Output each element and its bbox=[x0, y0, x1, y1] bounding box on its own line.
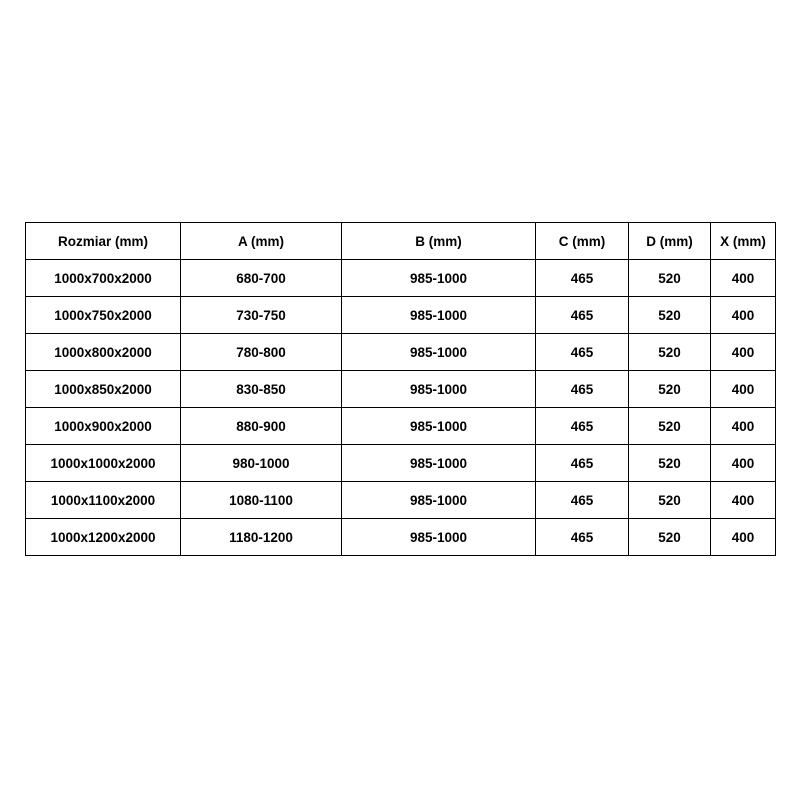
cell-d: 520 bbox=[629, 334, 711, 371]
cell-c: 465 bbox=[536, 297, 629, 334]
cell-x: 400 bbox=[711, 260, 776, 297]
cell-rozmiar: 1000x1000x2000 bbox=[26, 445, 181, 482]
cell-b: 985-1000 bbox=[342, 519, 536, 556]
cell-b: 985-1000 bbox=[342, 371, 536, 408]
cell-c: 465 bbox=[536, 260, 629, 297]
cell-x: 400 bbox=[711, 334, 776, 371]
cell-d: 520 bbox=[629, 297, 711, 334]
cell-d: 520 bbox=[629, 371, 711, 408]
cell-a: 680-700 bbox=[181, 260, 342, 297]
cell-x: 400 bbox=[711, 519, 776, 556]
cell-x: 400 bbox=[711, 482, 776, 519]
cell-x: 400 bbox=[711, 297, 776, 334]
column-header-rozmiar: Rozmiar (mm) bbox=[26, 223, 181, 260]
cell-b: 985-1000 bbox=[342, 482, 536, 519]
table-row bbox=[26, 408, 776, 445]
cell-a: 980-1000 bbox=[181, 445, 342, 482]
cell-c: 465 bbox=[536, 445, 629, 482]
cell-rozmiar: 1000x1100x2000 bbox=[26, 482, 181, 519]
cell-d: 520 bbox=[629, 519, 711, 556]
cell-rozmiar: 1000x750x2000 bbox=[26, 297, 181, 334]
cell-rozmiar: 1000x850x2000 bbox=[26, 371, 181, 408]
cell-a: 730-750 bbox=[181, 297, 342, 334]
cell-a: 880-900 bbox=[181, 408, 342, 445]
cell-c: 465 bbox=[536, 371, 629, 408]
spec-table-container bbox=[25, 222, 775, 556]
cell-x: 400 bbox=[711, 371, 776, 408]
cell-a: 1180-1200 bbox=[181, 519, 342, 556]
column-header-x: X (mm) bbox=[711, 223, 776, 260]
cell-rozmiar: 1000x800x2000 bbox=[26, 334, 181, 371]
cell-rozmiar: 1000x1200x2000 bbox=[26, 519, 181, 556]
cell-b: 985-1000 bbox=[342, 408, 536, 445]
cell-b: 985-1000 bbox=[342, 334, 536, 371]
cell-c: 465 bbox=[536, 519, 629, 556]
column-header-b: B (mm) bbox=[342, 223, 536, 260]
cell-a: 1080-1100 bbox=[181, 482, 342, 519]
table-row bbox=[26, 297, 776, 334]
cell-b: 985-1000 bbox=[342, 260, 536, 297]
table-row bbox=[26, 334, 776, 371]
size-specification-table bbox=[25, 222, 776, 556]
cell-d: 520 bbox=[629, 445, 711, 482]
table-row bbox=[26, 519, 776, 556]
cell-a: 780-800 bbox=[181, 334, 342, 371]
table-row bbox=[26, 371, 776, 408]
cell-d: 520 bbox=[629, 260, 711, 297]
table-header bbox=[26, 223, 776, 260]
cell-d: 520 bbox=[629, 408, 711, 445]
column-header-c: C (mm) bbox=[536, 223, 629, 260]
cell-c: 465 bbox=[536, 408, 629, 445]
cell-rozmiar: 1000x700x2000 bbox=[26, 260, 181, 297]
table-row bbox=[26, 482, 776, 519]
cell-x: 400 bbox=[711, 408, 776, 445]
table-header-row bbox=[26, 223, 776, 260]
column-header-d: D (mm) bbox=[629, 223, 711, 260]
cell-b: 985-1000 bbox=[342, 297, 536, 334]
table-row bbox=[26, 445, 776, 482]
cell-x: 400 bbox=[711, 445, 776, 482]
table-body bbox=[26, 260, 776, 556]
table-row bbox=[26, 260, 776, 297]
cell-rozmiar: 1000x900x2000 bbox=[26, 408, 181, 445]
column-header-a: A (mm) bbox=[181, 223, 342, 260]
cell-c: 465 bbox=[536, 482, 629, 519]
cell-d: 520 bbox=[629, 482, 711, 519]
cell-b: 985-1000 bbox=[342, 445, 536, 482]
cell-c: 465 bbox=[536, 334, 629, 371]
cell-a: 830-850 bbox=[181, 371, 342, 408]
